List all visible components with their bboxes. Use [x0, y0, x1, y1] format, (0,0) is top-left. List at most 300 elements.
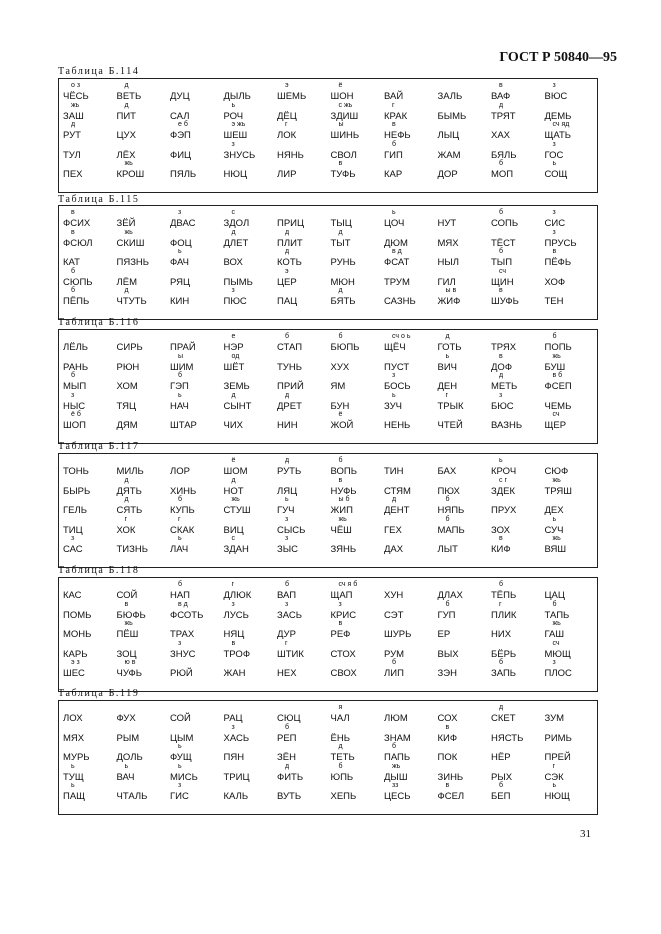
pronunciation-mark: д [71, 121, 76, 128]
word-cell [491, 333, 551, 353]
word-cell [170, 601, 230, 621]
word-cell [224, 268, 284, 288]
word-cell [170, 620, 230, 640]
word-text: ШИМ [170, 361, 194, 373]
pronunciation-mark: в [499, 352, 503, 360]
word-cell [331, 102, 391, 122]
word-text: НЯЦ [223, 629, 245, 640]
pronunciation-mark: з [285, 600, 289, 608]
word-cell [545, 248, 605, 268]
word-cell [170, 160, 230, 180]
word-text: ТЁПЬ [491, 590, 517, 601]
word-text: ЗЫС [277, 544, 299, 555]
word-text: ТУЛ [63, 149, 81, 161]
word-text: ЗДАН [223, 544, 249, 555]
pronunciation-mark: д [124, 287, 129, 294]
word-text: ХАХ [491, 130, 511, 141]
pronunciation-mark: в [445, 782, 450, 789]
word-cell [384, 581, 444, 601]
word-cell [117, 620, 177, 640]
pronunciation-mark: д [392, 496, 397, 503]
word-cell [545, 620, 605, 640]
word-cell [63, 724, 123, 744]
pronunciation-mark: ё [338, 82, 343, 89]
word-table [58, 453, 598, 568]
word-text: ХАСЬ [223, 732, 250, 744]
word-text: ПЯЛЬ [170, 169, 197, 180]
word-cell [438, 411, 498, 431]
word-cell [384, 141, 444, 161]
word-cell [384, 229, 444, 249]
word-text: ТИН [384, 466, 404, 477]
pronunciation-mark: в б [552, 372, 563, 379]
word-cell [331, 229, 391, 249]
table-row [59, 121, 597, 141]
word-text: ЧТУТЬ [116, 296, 147, 307]
word-cell [545, 496, 605, 516]
word-text: ГИЛ [437, 276, 456, 288]
word-text: СИРЬ [116, 342, 143, 353]
word-text: ЩАТЬ [544, 130, 572, 141]
word-text: ФАЧ [170, 257, 189, 268]
word-cell [438, 763, 498, 783]
word-text: ШТАР [170, 420, 197, 431]
word-text: РУТ [63, 130, 81, 141]
word-text: РЕП [277, 732, 297, 744]
word-text: СВОЛ [330, 149, 357, 161]
word-cell [63, 581, 123, 601]
word-cell [224, 477, 284, 497]
pronunciation-mark: зз [392, 782, 399, 789]
word-text: ДЕНТ [384, 505, 410, 516]
word-cell [491, 209, 551, 229]
word-text: ЗОЦ [116, 648, 137, 660]
word-cell [438, 581, 498, 601]
pronunciation-mark: с [231, 535, 235, 542]
word-text: ДЁЦ [277, 110, 297, 122]
word-text: ЩЁЧ [384, 342, 406, 353]
word-text: СОХ [437, 713, 458, 724]
word-cell [170, 229, 230, 249]
word-text: ПЫМЬ [223, 276, 253, 288]
word-text: КРИС [330, 609, 357, 621]
table-row [59, 457, 597, 477]
word-text: МОНЬ [63, 629, 92, 640]
word-cell [170, 782, 230, 802]
word-text: ФИТЬ [277, 771, 304, 783]
word-cell [63, 620, 123, 640]
word-text: ЦЫМ [170, 732, 194, 744]
word-text: ДЛАХ [437, 590, 463, 601]
pronunciation-mark: сч я б [338, 581, 358, 588]
pronunciation-mark: г [124, 515, 128, 523]
word-cell [224, 333, 284, 353]
pronunciation-mark: ё [338, 411, 343, 418]
pronunciation-mark: г [178, 515, 181, 523]
word-cell [63, 496, 123, 516]
pronunciation-mark: д [124, 476, 129, 484]
word-text: ДЕМЬ [544, 110, 572, 122]
word-cell [277, 496, 337, 516]
word-text: ЗНУСЬ [223, 149, 256, 161]
word-cell [117, 763, 177, 783]
word-text: ЩАП [330, 590, 353, 601]
pronunciation-mark: з [338, 600, 342, 608]
word-text: ДЯМ [116, 420, 138, 431]
word-text: ТРЯХ [491, 342, 517, 353]
word-text: ЗЭН [437, 668, 457, 679]
pronunciation-mark: ы б [338, 496, 350, 503]
pronunciation-mark: в [338, 620, 343, 627]
word-cell [331, 392, 391, 412]
word-cell [384, 209, 444, 229]
pronunciation-mark: е [231, 333, 236, 340]
word-text: ПУСТ [384, 361, 410, 373]
word-cell [491, 516, 551, 536]
word-text: НУФЬ [330, 485, 357, 497]
table-row [59, 411, 597, 431]
word-text: ДЕН [437, 381, 458, 392]
word-cell [491, 535, 551, 555]
word-cell [224, 581, 284, 601]
word-text: ПЛОС [544, 668, 572, 679]
word-cell [224, 160, 284, 180]
word-text: МЮЩ [544, 648, 571, 660]
pronunciation-mark: ь [392, 209, 396, 216]
pronunciation-mark: д [124, 496, 129, 503]
word-cell [384, 704, 444, 724]
word-text: ЧАЛ [330, 713, 350, 724]
pronunciation-mark: д [499, 101, 504, 109]
word-cell [331, 333, 391, 353]
pronunciation-mark: д [285, 762, 290, 770]
word-cell [117, 601, 177, 621]
word-cell [331, 248, 391, 268]
word-text: ДЕХ [544, 505, 564, 516]
word-text: РОЧ [223, 110, 244, 122]
word-text: ТРЫК [437, 400, 464, 412]
pronunciation-mark: с г [499, 476, 507, 484]
word-text: НЕХ [277, 668, 297, 679]
word-cell [277, 229, 337, 249]
word-cell [63, 477, 123, 497]
word-cell [491, 782, 551, 802]
pronunciation-mark: д [285, 457, 290, 464]
word-text: МАПЬ [437, 524, 465, 536]
word-text: ПЯН [223, 752, 245, 763]
word-text: ПРЕЙ [544, 752, 571, 763]
pronunciation-mark: д [285, 228, 290, 236]
pronunciation-mark: э жь [231, 121, 246, 128]
word-text: МЮН [330, 276, 355, 288]
word-text: ВОПЬ [330, 466, 357, 477]
word-cell [224, 620, 284, 640]
word-cell [438, 659, 498, 679]
table-title: Таблица Б.117 [58, 441, 140, 452]
pronunciation-mark: ё б [71, 411, 81, 418]
table-row [59, 209, 597, 229]
word-text: РАНЬ [63, 361, 89, 373]
word-cell [384, 457, 444, 477]
word-text: СЫНТ [223, 400, 252, 412]
word-text: БОСЬ [384, 381, 411, 392]
word-text: ТЫТ [330, 237, 351, 249]
word-text: ДЯТЬ [116, 485, 142, 497]
word-cell [224, 392, 284, 412]
word-text: ВАЗНЬ [491, 420, 523, 431]
pronunciation-mark: ы [338, 121, 344, 128]
pronunciation-mark: сч яд [552, 121, 570, 128]
word-cell [491, 229, 551, 249]
table-title: Таблица Б.115 [58, 194, 140, 205]
table-title: Таблица Б.116 [58, 317, 140, 328]
word-cell [545, 516, 605, 536]
word-cell [438, 141, 498, 161]
word-cell [331, 353, 391, 373]
word-text: ПИТ [116, 110, 136, 122]
word-cell [384, 102, 444, 122]
word-text: ЦОЧ [384, 218, 405, 229]
pronunciation-mark: б [392, 743, 397, 750]
word-cell [384, 782, 444, 802]
word-cell [491, 411, 551, 431]
table-row [59, 763, 597, 783]
word-text: ГЭП [170, 381, 189, 392]
word-text: ДЛЕТ [223, 237, 249, 249]
table-row [59, 516, 597, 536]
word-cell [545, 535, 605, 555]
word-cell [63, 268, 123, 288]
word-cell [117, 141, 177, 161]
word-text: ШТИК [277, 648, 304, 660]
pronunciation-mark: б [499, 659, 504, 666]
word-cell [545, 601, 605, 621]
pronunciation-mark: з [178, 639, 182, 647]
word-cell [545, 160, 605, 180]
word-text: СТУШ [223, 505, 251, 516]
page-number: 31 [580, 828, 591, 840]
word-text: СЭК [544, 771, 564, 783]
pronunciation-mark: з [285, 535, 289, 542]
word-text: ТЫЦ [330, 218, 352, 229]
word-cell [117, 516, 177, 536]
pronunciation-mark: жь [552, 476, 561, 484]
table-row [59, 102, 597, 122]
pronunciation-mark: в [71, 209, 75, 216]
word-cell [438, 333, 498, 353]
word-cell [545, 724, 605, 744]
word-text: СОЙ [170, 713, 191, 724]
word-cell [384, 620, 444, 640]
word-cell [384, 601, 444, 621]
pronunciation-mark: б [445, 600, 450, 608]
word-cell [491, 477, 551, 497]
pronunciation-mark: в [499, 287, 503, 294]
pronunciation-mark: з [231, 287, 235, 294]
word-text: ПРИЙ [277, 381, 304, 392]
word-cell [170, 121, 230, 141]
word-cell [277, 763, 337, 783]
word-cell [63, 640, 123, 660]
pronunciation-mark: в [499, 535, 503, 542]
word-text: МЫП [63, 381, 87, 392]
word-cell [438, 477, 498, 497]
word-text: ПРАЙ [170, 342, 196, 353]
word-cell [170, 724, 230, 744]
pronunciation-mark: я [338, 704, 343, 711]
word-text: РИМЬ [544, 732, 572, 744]
word-cell [63, 287, 123, 307]
word-text: ШЕМЬ [277, 91, 307, 102]
word-text: ТИЗНЬ [116, 544, 148, 555]
word-text: ЧТЕЙ [437, 420, 463, 431]
word-cell [277, 601, 337, 621]
word-text: СЮПЬ [63, 276, 93, 288]
word-text: ШОП [63, 420, 86, 431]
pronunciation-mark: жь [124, 160, 133, 167]
word-cell [117, 704, 177, 724]
word-text: ЕР [437, 629, 451, 640]
word-cell [545, 782, 605, 802]
word-text: СУЧ [544, 524, 564, 536]
word-text: ВАЙ [384, 91, 404, 102]
word-cell [277, 477, 337, 497]
word-text: РУТЬ [277, 466, 302, 477]
table-row [59, 724, 597, 744]
pronunciation-mark: ю в [124, 659, 136, 666]
word-cell [117, 411, 177, 431]
word-cell [331, 268, 391, 288]
word-cell [63, 763, 123, 783]
word-text: ДОЛЬ [116, 752, 143, 763]
word-cell [170, 743, 230, 763]
pronunciation-mark: в [231, 639, 236, 647]
word-cell [224, 640, 284, 660]
word-text: ЧЁШ [330, 524, 352, 536]
word-text: СТЯМ [384, 485, 411, 497]
word-cell [331, 496, 391, 516]
word-cell [224, 411, 284, 431]
word-cell [277, 392, 337, 412]
pronunciation-mark: з [499, 391, 503, 399]
word-text: ТРАХ [170, 629, 195, 640]
word-cell [63, 782, 123, 802]
word-cell [170, 640, 230, 660]
table-title: Таблица Б.114 [58, 66, 140, 77]
word-table [58, 700, 598, 815]
word-text: ВАЧ [116, 771, 135, 783]
word-cell [170, 477, 230, 497]
pronunciation-mark: э [285, 82, 289, 89]
word-cell [545, 392, 605, 412]
word-text: ЁНЬ [330, 732, 350, 744]
word-cell [438, 724, 498, 744]
word-text: ТЫП [491, 257, 513, 268]
word-text: ФСЕЛ [437, 791, 465, 802]
word-cell [224, 457, 284, 477]
word-cell [117, 392, 177, 412]
table-row [59, 392, 597, 412]
word-text: РЮЙ [170, 668, 193, 679]
word-cell [277, 659, 337, 679]
word-text: БЯЛЬ [491, 149, 517, 161]
word-cell [277, 724, 337, 744]
word-cell [224, 121, 284, 141]
word-text: КИФ [437, 732, 458, 744]
word-text: ВАП [277, 590, 297, 601]
word-text: КАЛЬ [223, 791, 249, 802]
pronunciation-mark: з [552, 659, 556, 666]
word-text: ЗДИШ [330, 110, 359, 122]
word-text: ШОН [330, 91, 354, 102]
word-cell [224, 601, 284, 621]
word-text: СКЕТ [491, 713, 516, 724]
pronunciation-mark: б [178, 372, 183, 379]
word-text: БУШ [544, 361, 566, 373]
word-text: ЦУХ [116, 130, 136, 141]
word-cell [117, 496, 177, 516]
pronunciation-mark: ь [71, 762, 75, 770]
word-cell [438, 229, 498, 249]
word-cell [277, 160, 337, 180]
word-text: ЛЫЦ [437, 130, 460, 141]
word-cell [545, 743, 605, 763]
pronunciation-mark: з [71, 391, 75, 399]
table-row [59, 82, 597, 102]
pronunciation-mark: сч [552, 639, 560, 647]
word-cell [331, 782, 391, 802]
word-cell [170, 659, 230, 679]
word-text: ПЕХ [63, 169, 83, 180]
word-text: КАТ [63, 257, 80, 268]
pronunciation-mark: ь [552, 782, 557, 789]
word-cell [438, 121, 498, 141]
word-text: ПРИЦ [277, 218, 305, 229]
pronunciation-mark: з [178, 209, 182, 216]
word-text: ЗАПЬ [491, 668, 517, 679]
word-cell [331, 160, 391, 180]
word-cell [384, 121, 444, 141]
pronunciation-mark: ь [499, 457, 503, 464]
table-row [59, 268, 597, 288]
word-cell [384, 287, 444, 307]
pronunciation-mark: в д [178, 600, 188, 608]
pronunciation-mark: б [338, 457, 343, 464]
table-row [59, 248, 597, 268]
word-text: НАЧ [170, 400, 189, 412]
table-row [59, 372, 597, 392]
word-cell [277, 141, 337, 161]
word-cell [438, 372, 498, 392]
word-cell [331, 601, 391, 621]
word-cell [384, 659, 444, 679]
word-cell [438, 248, 498, 268]
word-text: ЗАСЬ [277, 609, 302, 621]
pronunciation-mark: ь [285, 496, 289, 503]
word-text: ДОФ [491, 361, 513, 373]
word-cell [545, 353, 605, 373]
word-cell [331, 141, 391, 161]
pronunciation-mark: з [552, 209, 556, 216]
word-cell [384, 743, 444, 763]
word-cell [331, 121, 391, 141]
word-cell [63, 102, 123, 122]
word-cell [170, 392, 230, 412]
word-cell [63, 535, 123, 555]
pronunciation-mark: с жь [338, 101, 353, 109]
word-cell [117, 659, 177, 679]
word-text: СОЙ [116, 590, 138, 601]
